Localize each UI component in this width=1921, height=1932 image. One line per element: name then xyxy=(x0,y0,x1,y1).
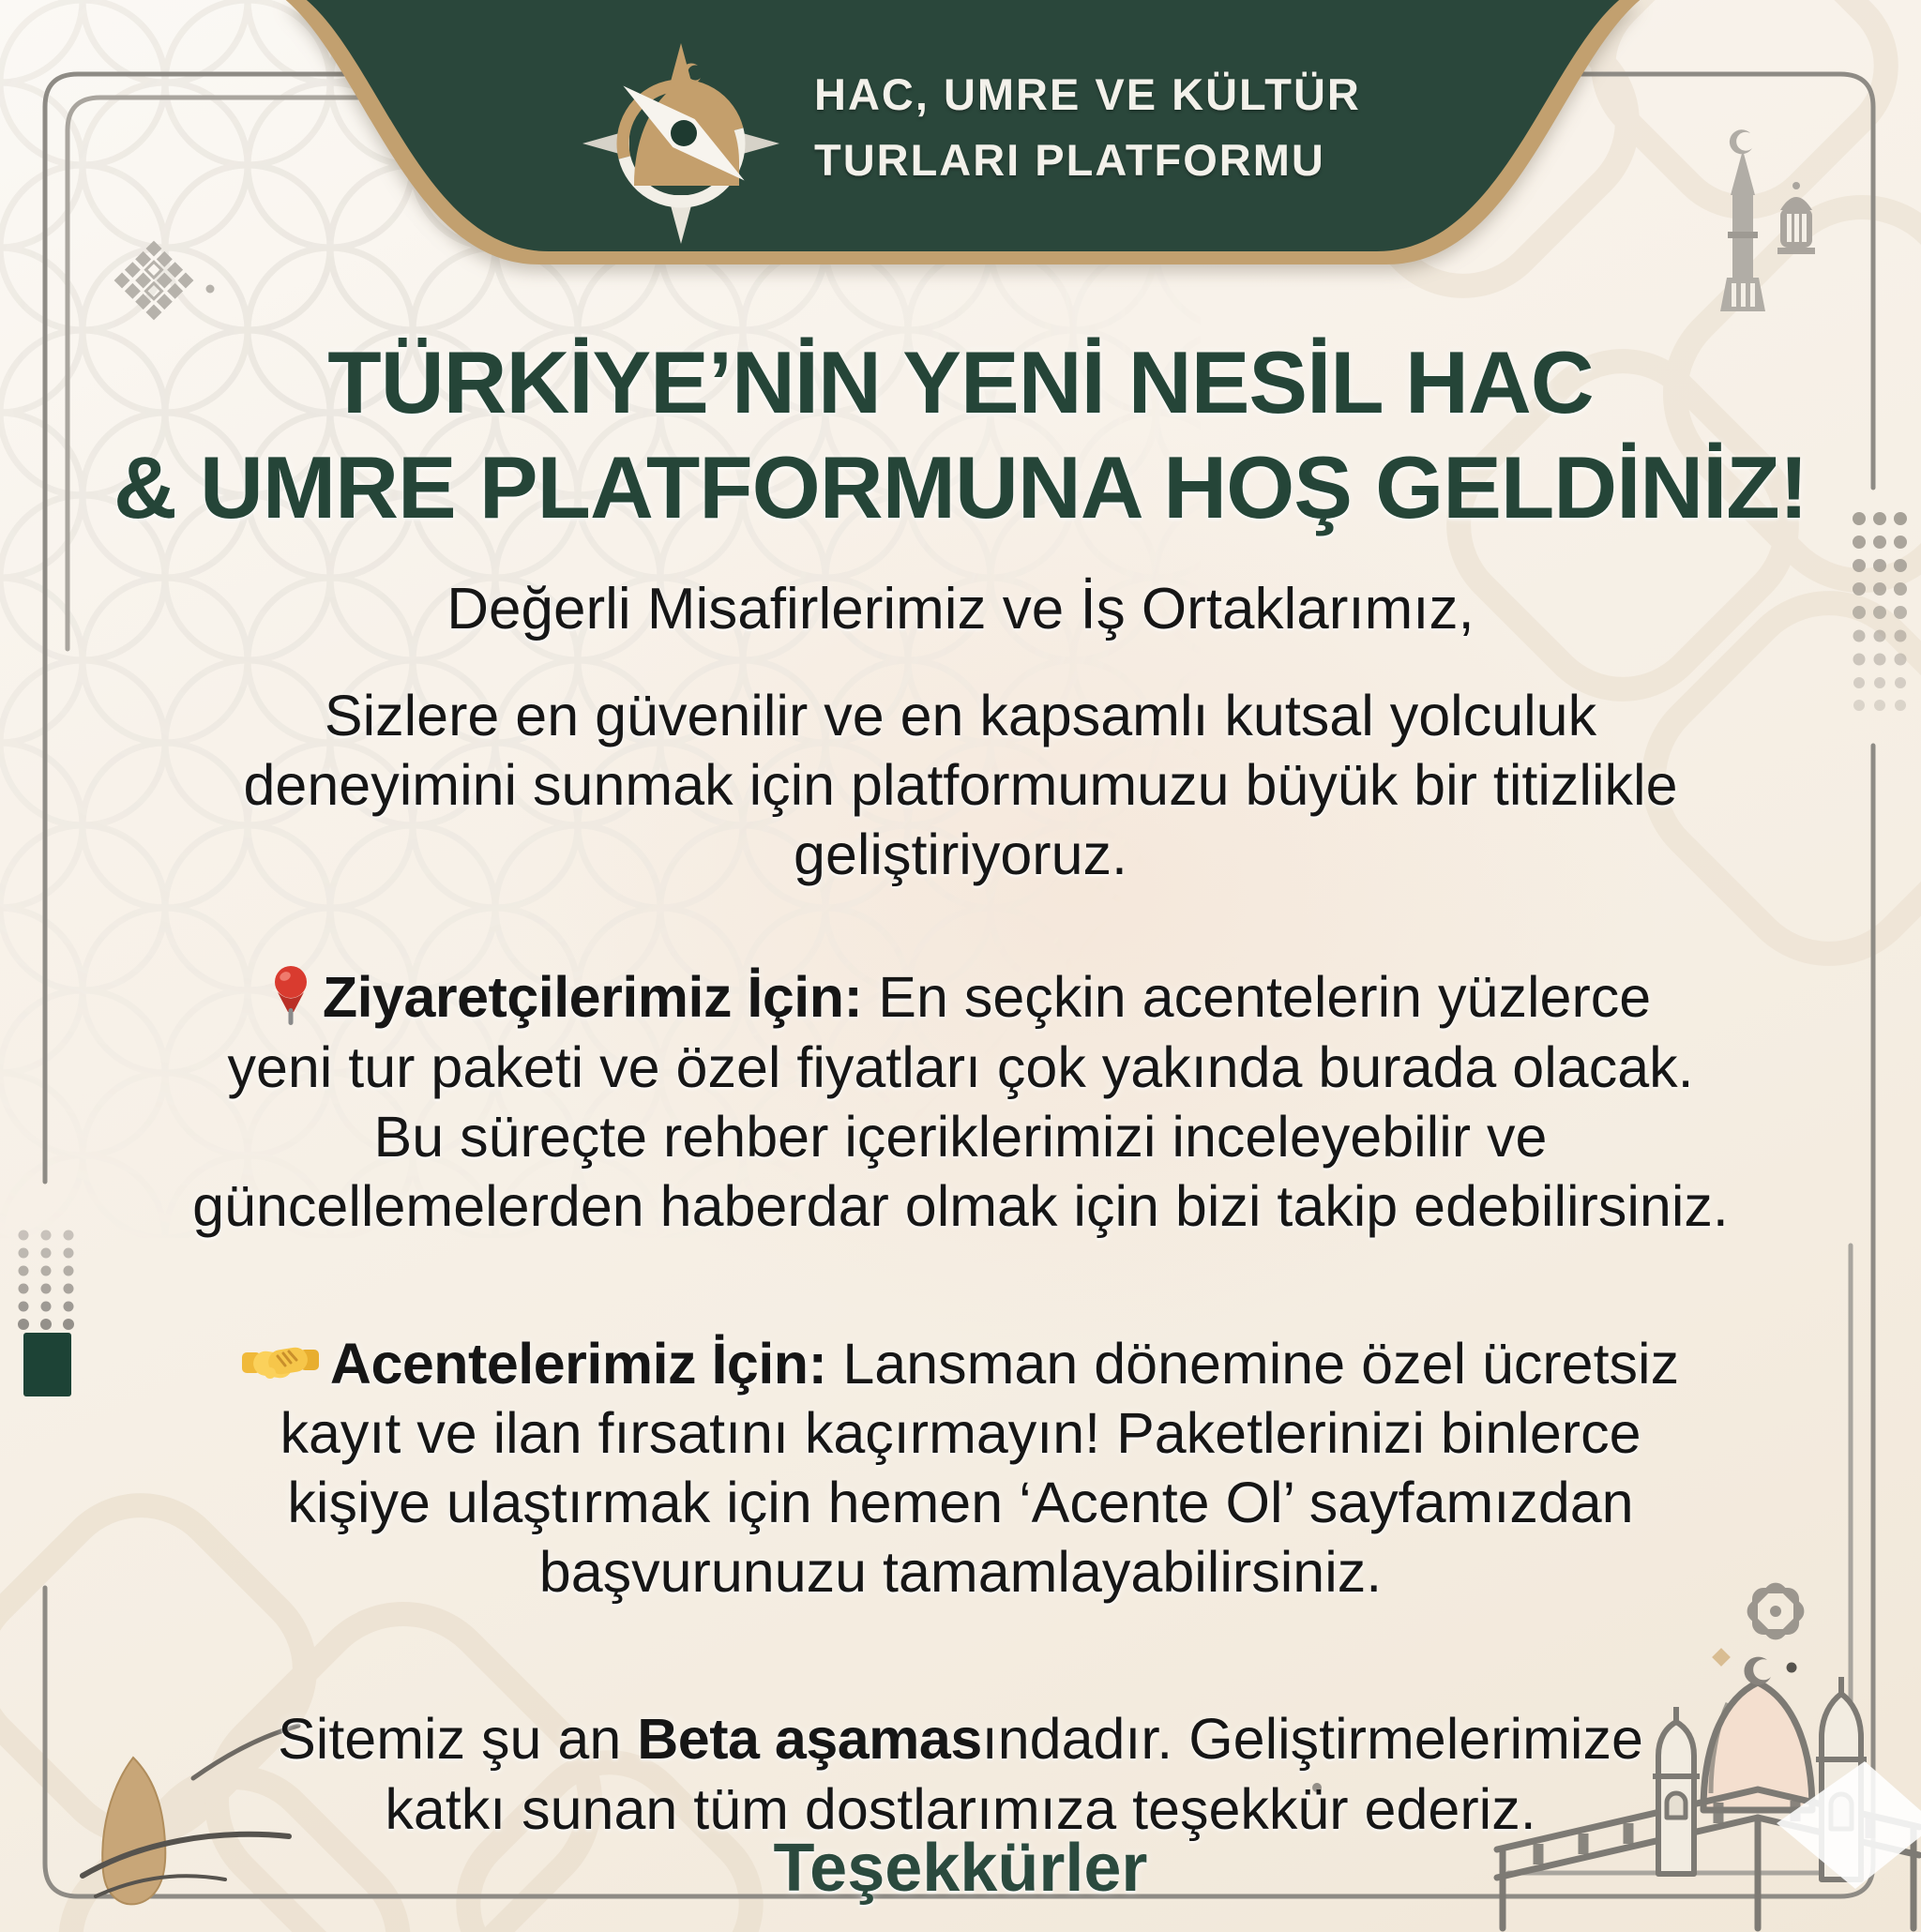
platform-name-line2: TURLARI PLATFORMU xyxy=(814,135,1325,185)
agencies-line4: başvurunuzu tamamlayabilirsiniz. xyxy=(538,1540,1383,1604)
pushpin-icon xyxy=(270,965,311,1027)
dark-dot-ornament xyxy=(1787,1663,1797,1673)
platform-name xyxy=(814,62,1361,193)
visitors-line2: yeni tur paketi ve özel fiyatları çok yakında burada olacak. xyxy=(227,1034,1694,1099)
header-banner xyxy=(0,0,1921,291)
crescent-icon xyxy=(1744,1657,1771,1685)
agencies-heading: Acentelerimiz İçin: xyxy=(329,1332,827,1396)
greeting-line: Değerli Misafirlerimiz ve İş Ortaklarımız, xyxy=(446,577,1475,641)
agencies-line2: kayıt ve ilan fırsatını kaçırmayın! Paketlerinizi binlerce xyxy=(280,1401,1641,1465)
visitors-heading: Ziyaretçilerimiz İçin: xyxy=(322,965,863,1029)
beta-bold: Beta aşamas xyxy=(637,1707,982,1771)
agencies-section xyxy=(0,1329,1921,1607)
visitors-section xyxy=(0,962,1921,1241)
handshake-icon xyxy=(242,1337,319,1388)
beta-note: Sitemiz şu an Beta aşamasındadır. Geliştirmelerimize katkı sunan tüm dostlarımıza teşekkür ederiz. xyxy=(0,1704,1921,1845)
agencies-line1: Lansman dönemine özel ücretsiz xyxy=(826,1332,1680,1396)
platform-name-line1: HAC, UMRE VE KÜLTÜR xyxy=(814,69,1361,119)
visitors-line1: En seçkin acentelerin yüzlerce xyxy=(862,965,1652,1029)
visitors-line3: Bu süreçte rehber içeriklerimizi inceleyebilir ve xyxy=(373,1104,1548,1169)
dot-grid-left xyxy=(18,1230,74,1331)
page-title xyxy=(0,330,1921,540)
gold-diamond-ornament xyxy=(1712,1648,1731,1667)
intro-paragraph: Sizlere en güvenilir ve en kapsamlı kutsal yolculuk deneyimini sunmak için platformumuzu büyük bir titizlikle geliştiriyoruz. xyxy=(243,684,1678,886)
beta-line2: katkı sunan tüm dostlarımıza teşekkür ederiz. xyxy=(385,1777,1536,1841)
title-line2: & UMRE PLATFORMUNA HOŞ GELDİNİZ! xyxy=(113,438,1808,536)
thanks-line: Teşekkürler xyxy=(773,1831,1148,1906)
agencies-line3: kişiye ulaştırmak için hemen ‘Acente Ol’ sayfamızdan xyxy=(287,1471,1634,1534)
title-line1: TÜRKİYE’NİN YENİ NESİL HAC xyxy=(327,333,1594,431)
visitors-line4: güncellemelerden haberdar olmak için bizi takip edebilirsiniz. xyxy=(192,1173,1729,1238)
